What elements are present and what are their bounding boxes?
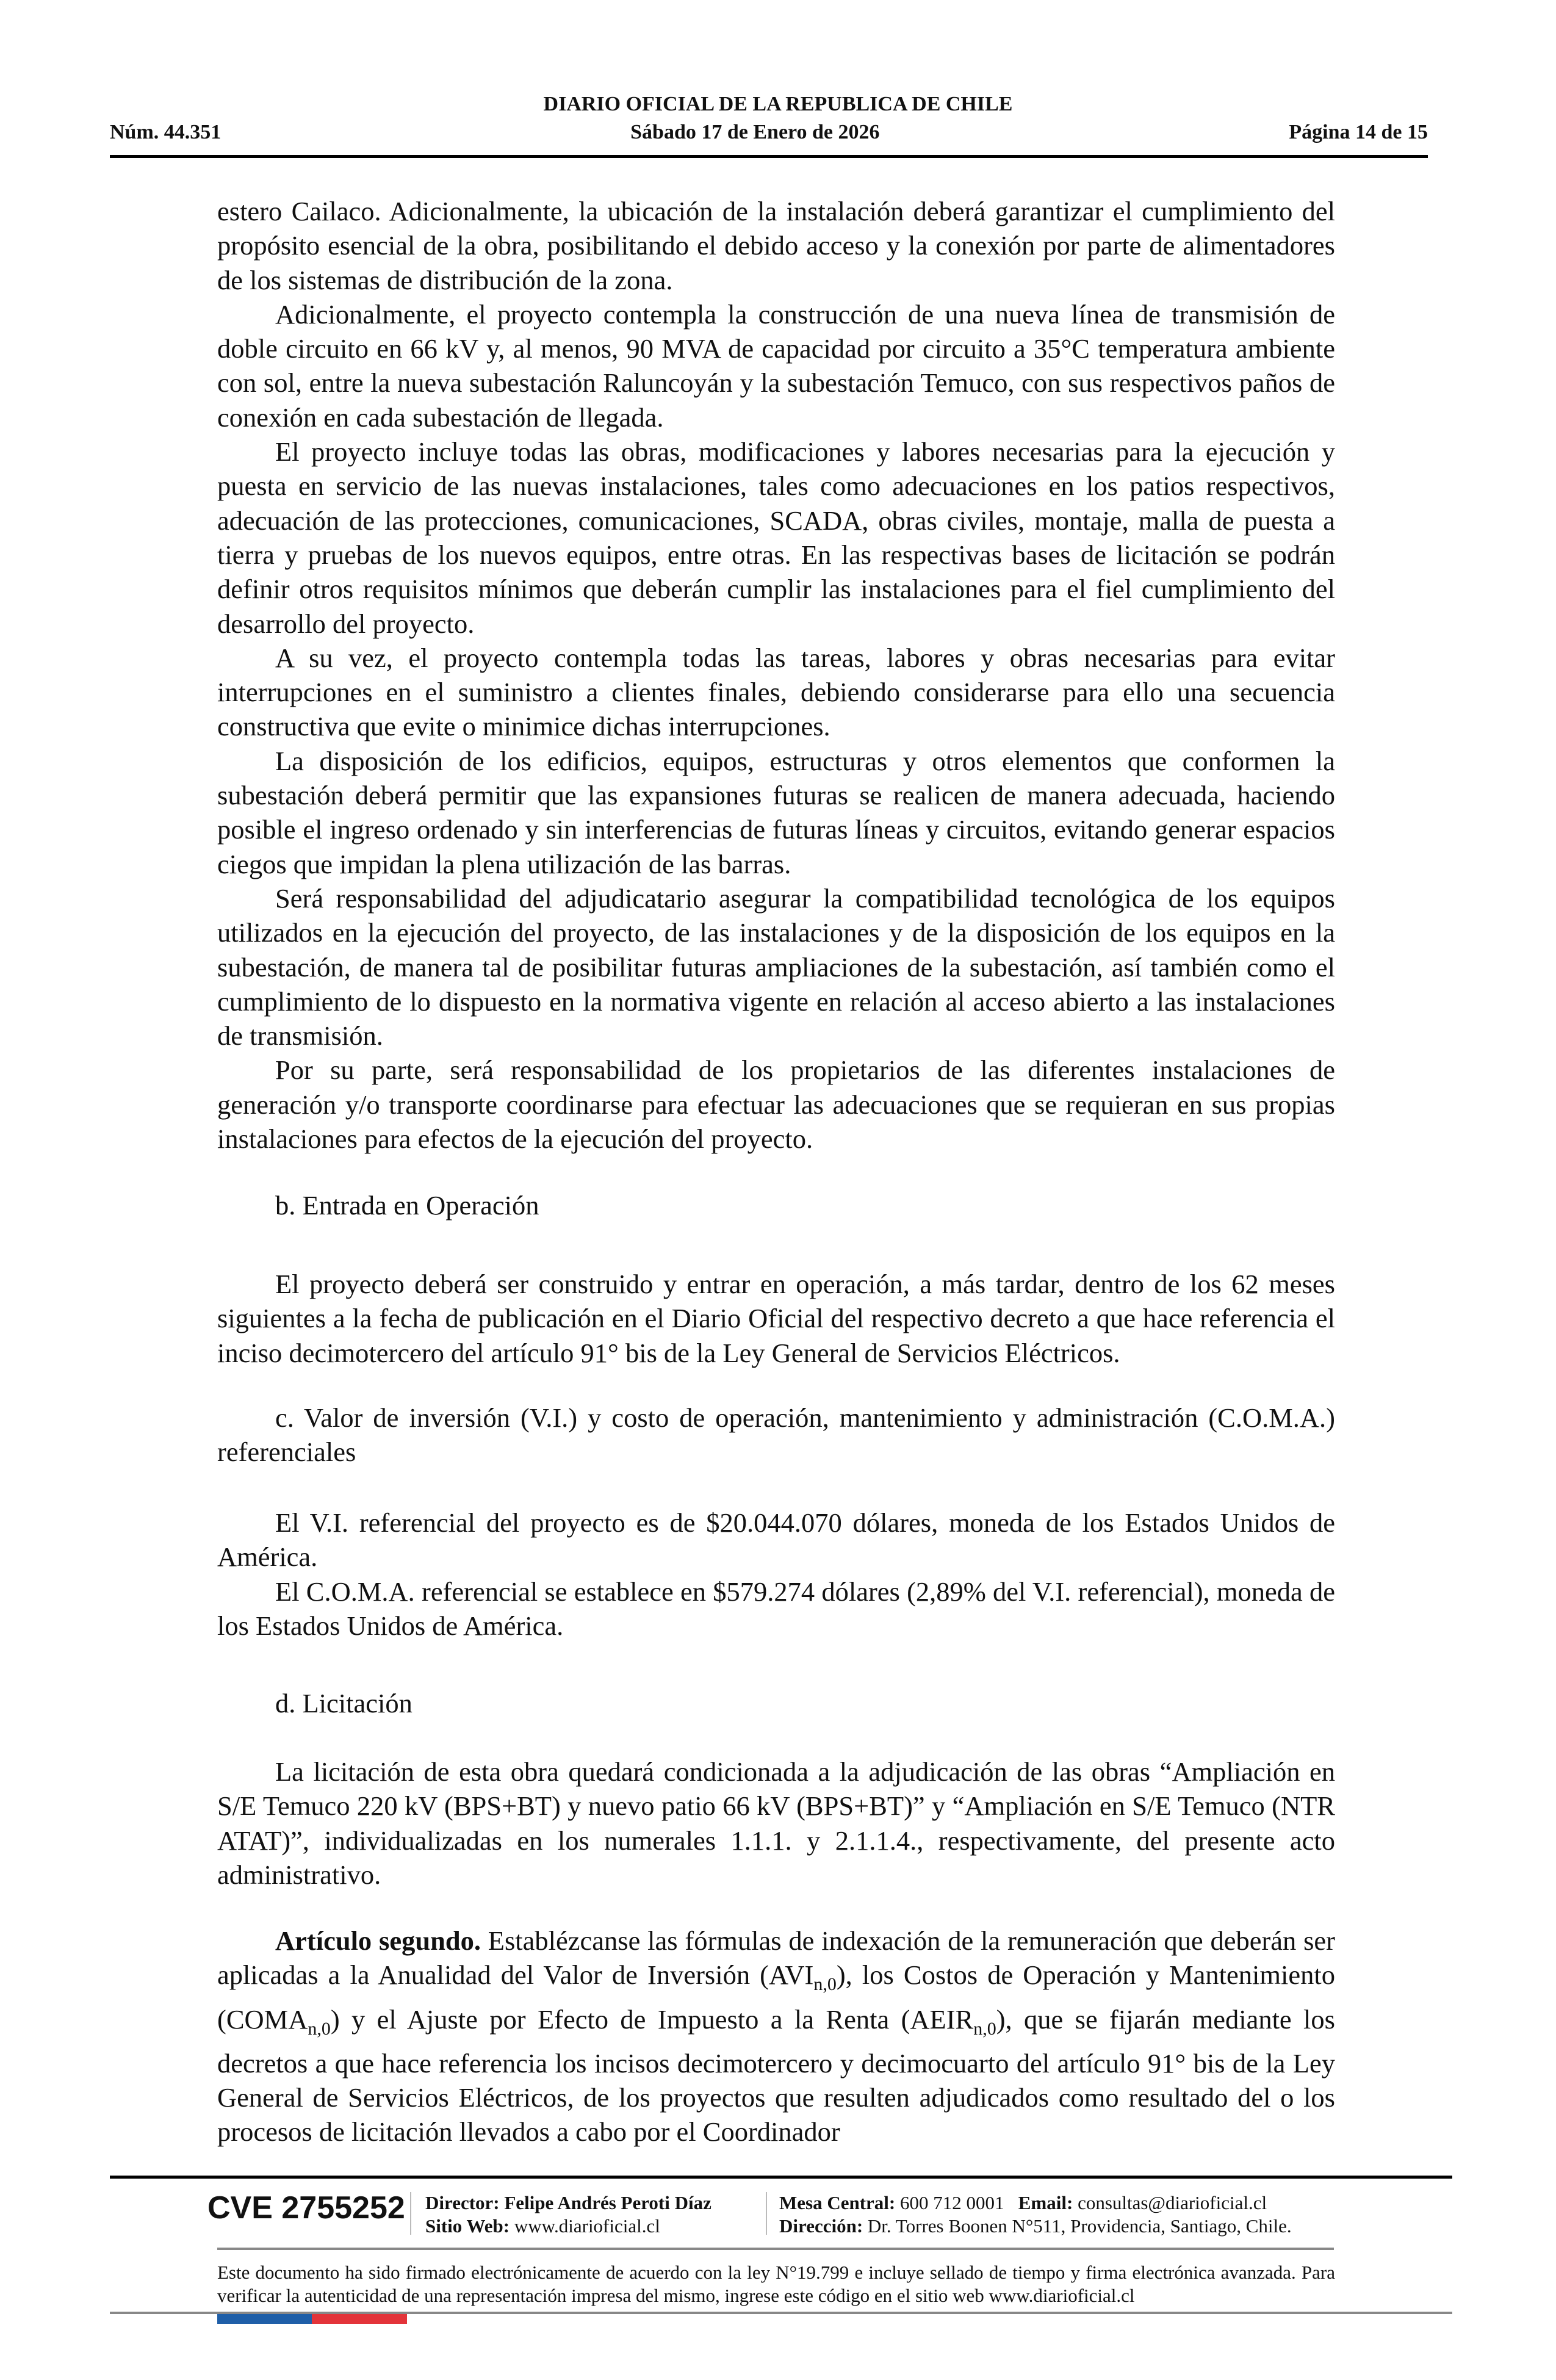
paragraph: Será responsabilidad del adjudicatario asegurar la compatibilidad tecnológica de los equipos utilizados en la ejecución del proyecto, de las instalaciones y de la disposición de los equipos en la subestación, de manera tal de posibilitar futuras ampliaciones de la subestación, así también como el cumplimiento de lo dispuesto en la normativa vigente en relación al acceso abierto a las instalaciones de transmisión. <box>217 882 1335 1051</box>
text: Establézcanse las fórmulas de indexación de la remuneración que deberán ser aplicadas a la Anualidad del Valor de Inversión (AVI <box>217 1925 1336 1991</box>
section-b <box>217 1267 1335 1370</box>
label: Dirección: <box>779 2215 863 2237</box>
phone: 600 712 0001 <box>900 2192 1004 2213</box>
section-c <box>217 1506 1335 1643</box>
footer-rule <box>110 2176 1452 2179</box>
divider <box>410 2192 411 2235</box>
newspaper-title: DIARIO OFICIAL DE LA REPUBLICA DE CHILE <box>543 93 1013 115</box>
issue-date: Sábado 17 de Enero de 2026 <box>630 121 880 143</box>
label: Email: <box>1018 2192 1073 2213</box>
section-c-heading <box>217 1401 1335 1469</box>
article-label: Artículo segundo. <box>275 1925 481 1956</box>
header-rule <box>110 155 1428 158</box>
divider <box>766 2192 767 2235</box>
paragraph: Por su parte, será responsabilidad de los propietarios de las diferentes instalaciones de generación y/o transporte coordinarse para efectuar las adecuaciones que se requieran en sus propias instalaciones para efectos de la ejecución del proyecto. <box>217 1055 1335 1155</box>
subscript: n,0 <box>308 2018 331 2039</box>
paragraph: El proyecto deberá ser construido y entrar en operación, a más tardar, dentro de los 62 meses siguientes a la fecha de publicación en el Diario Oficial del respectivo decreto a que hace referencia el inciso decimotercero del artículo 91° bis de la Ley General de Servicios Eléctricos. <box>217 1269 1335 1368</box>
subscript: n,0 <box>973 2018 996 2039</box>
section-d-heading: d. Licitación <box>275 1688 412 1718</box>
paragraph: La disposición de los edificios, equipos, estructuras y otros elementos que conformen la subestación deberá permitir que las expansiones futuras se realicen de manera adecuada, haciendo posible el ingreso ordenado y sin interferencias de futuras líneas y circuitos, evitando generar espacios ciegos que impidan la plena utilización de las barras. <box>217 745 1335 879</box>
footer-divider <box>217 2248 1334 2250</box>
subscript: n,0 <box>813 1974 837 1995</box>
director-block <box>425 2191 711 2238</box>
website-link[interactable]: www.diarioficial.cl <box>514 2215 660 2237</box>
paragraph: A su vez, el proyecto contempla todas las tareas, labores y obras necesarias para evitar interrupciones en el suministro a clientes finales, debiendo considerarse para ello una secuencia constructiva que evite o minimice dichas interrupciones. <box>217 642 1335 742</box>
text: ), que se fijarán mediante los decretos a que hace referencia los incisos decimotercero y decimocuarto del artículo 91° bis de la Ley General de Servicios Eléctricos, de los proyectos que resulten adjudicados como resultado del o los procesos de licitación llevados a cabo por el Coordinador <box>217 2003 1335 2147</box>
header-row <box>110 121 1428 144</box>
issue-number: Núm. 44.351 <box>110 121 222 143</box>
section-b-heading: b. Entrada en Operación <box>275 1190 539 1221</box>
disclaimer: Este documento ha sido firmado electrónicamente de acuerdo con la ley N°19.799 e incluye sellado de tiempo y firma electrónica avanzada. Para verificar la autenticidad de una representación impresa del mismo, ingrese este código en el sitio web www.diarioficial.cl <box>217 2262 1335 2306</box>
section-d <box>217 1754 1335 1892</box>
paragraph: estero Cailaco. Adicionalmente, la ubicación de la instalación deberá garantizar el cumplimiento del propósito esencial de la obra, posibilitando el debido acceso y la conexión por parte de alimentadores de los sistemas de distribución de la zona. <box>217 196 1335 295</box>
paragraph <box>217 1924 1335 2149</box>
director-name: Felipe Andrés Peroti Díaz <box>504 2192 711 2213</box>
paragraph: Adicionalmente, el proyecto contempla la construcción de una nueva línea de transmisión de doble circuito en 66 kV y, al menos, 90 MVA de capacidad por circuito a 35°C temperatura ambiente con sol, entre la nueva subestación Raluncoyán y la subestación Temuco, con sus respectivos paños de conexión en cada subestación de llegada. <box>217 298 1335 433</box>
label: Director: <box>425 2192 500 2213</box>
address: Dr. Torres Boonen N°511, Providencia, Santiago, Chile. <box>867 2215 1292 2237</box>
articulo-segundo <box>217 1924 1335 2149</box>
paragraph: El proyecto incluye todas las obras, modificaciones y labores necesarias para la ejecución y puesta en servicio de las nuevas instalaciones, tales como adecuaciones en los patios respectivos, adecuación de las protecciones, comunicaciones, SCADA, obras civiles, montaje, malla de puesta a tierra y pruebas de los nuevos equipos, entre otras. En las respectivas bases de licitación se podrán definir otros requisitos mínimos que deberán cumplir las instalaciones para el fiel cumplimiento del desarrollo del proyecto. <box>217 436 1335 639</box>
email-link[interactable]: consultas@diarioficial.cl <box>1078 2192 1267 2213</box>
heading: c. Valor de inversión (V.I.) y costo de operación, mantenimiento y administración (C.O.M.A.) referenciales <box>217 1402 1335 1468</box>
body-paragraphs <box>217 194 1335 1156</box>
paragraph: La licitación de esta obra quedará condicionada a la adjudicación de las obras “Ampliación en S/E Temuco 220 kV (BPS+BT) y nuevo patio 66 kV (BPS+BT)” y “Ampliación en S/E Temuco (NTR ATAT)”, individualizadas en los numerales 1.1.1. y 2.1.1.4., respectivamente, del presente acto administrativo. <box>217 1756 1335 1890</box>
cve-code: CVE 2755252 <box>207 2190 405 2226</box>
label: Sitio Web: <box>425 2215 510 2237</box>
paragraph: El C.O.M.A. referencial se establece en $579.274 dólares (2,89% del V.I. referencial), moneda de los Estados Unidos de América. <box>217 1576 1335 1641</box>
contact-block <box>779 2191 1292 2238</box>
flag-blue-bar <box>217 2314 312 2324</box>
paragraph: El V.I. referencial del proyecto es de $20.044.070 dólares, moneda de los Estados Unidos de América. <box>217 1507 1335 1573</box>
text: ), los Costos de Operación y Mantenimiento (COMA <box>217 1960 1335 2035</box>
label: Mesa Central: <box>779 2192 896 2213</box>
text: ) y el Ajuste por Efecto de Impuesto a la Renta (AEIR <box>330 2003 974 2035</box>
page-number: Página 14 de 15 <box>1289 121 1428 143</box>
flag-red-bar <box>312 2314 407 2324</box>
